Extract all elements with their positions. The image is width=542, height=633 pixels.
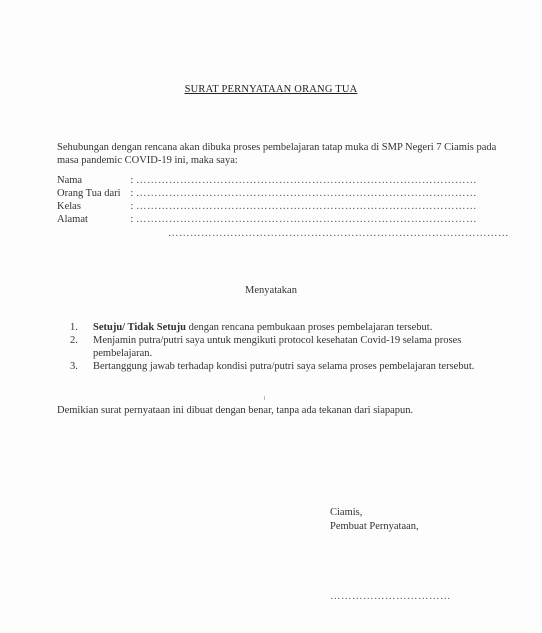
field-colon: : — [130, 188, 134, 199]
field-label-orang-tua-dari: Orang Tua dari — [57, 188, 121, 199]
field-row-nama — [57, 174, 477, 187]
signature-title: Pembuat Pernyataan, — [330, 521, 419, 532]
list-item-number: 2. — [70, 335, 78, 346]
list-item — [70, 321, 480, 334]
field-label-alamat: Alamat — [57, 214, 88, 225]
list-item — [70, 360, 480, 373]
field-label-nama: Nama — [57, 175, 83, 186]
field-blank-alamat-line2: ………………………………………………………………………………… — [168, 228, 509, 239]
list-item-text — [93, 321, 480, 334]
field-blank-alamat: ………………………………………………………………………………… — [136, 214, 477, 225]
intro-paragraph: Sehubungan dengan rencana akan dibuka proses pembelajaran tatap muka di SMP Negeri 7 Ciamis pada masa pandemic COVID-19 ini, maka saya: — [57, 142, 497, 166]
document-title: SURAT PERNYATAAN ORANG TUA — [184, 84, 358, 95]
statement-heading: Menyatakan — [245, 285, 297, 296]
field-blank-orang-tua-dari: ………………………………………………………………………………… — [136, 188, 477, 199]
field-colon: : — [130, 214, 134, 225]
agreement-choice: Setuju/ Tidak Setuju — [93, 322, 186, 333]
field-row-orang-tua-dari — [57, 187, 477, 200]
field-row-kelas — [57, 200, 477, 213]
field-colon: : — [130, 175, 134, 186]
field-row-alamat — [57, 213, 477, 226]
field-colon: : — [130, 201, 134, 212]
list-item-number: 3. — [70, 361, 78, 372]
list-item-number: 1. — [70, 322, 78, 333]
scan-artifact — [264, 396, 265, 400]
field-label-kelas: Kelas — [57, 201, 81, 212]
list-item-body: dengan rencana pembukaan proses pembelajaran tersebut. — [185, 322, 433, 333]
closing-paragraph: Demikian surat pernyataan ini dibuat dengan benar, tanpa ada tekanan dari siapapun. — [57, 405, 414, 416]
signature-place: Ciamis, — [330, 507, 363, 518]
list-item — [70, 334, 480, 360]
identity-fields — [57, 174, 477, 226]
list-item-body: Bertanggung jawab terhadap kondisi putra/putri saya selama proses pembelajaran tersebut. — [93, 361, 475, 372]
field-blank-kelas: ………………………………………………………………………………… — [136, 201, 477, 212]
field-blank-nama: ………………………………………………………………………………… — [136, 175, 477, 186]
statement-list — [70, 321, 480, 373]
list-item-body: Menjamin putra/putri saya untuk mengikuti protocol kesehatan Covid-19 selama proses pembelajaran. — [93, 335, 462, 359]
signature-blank: …………………………… — [330, 591, 451, 602]
